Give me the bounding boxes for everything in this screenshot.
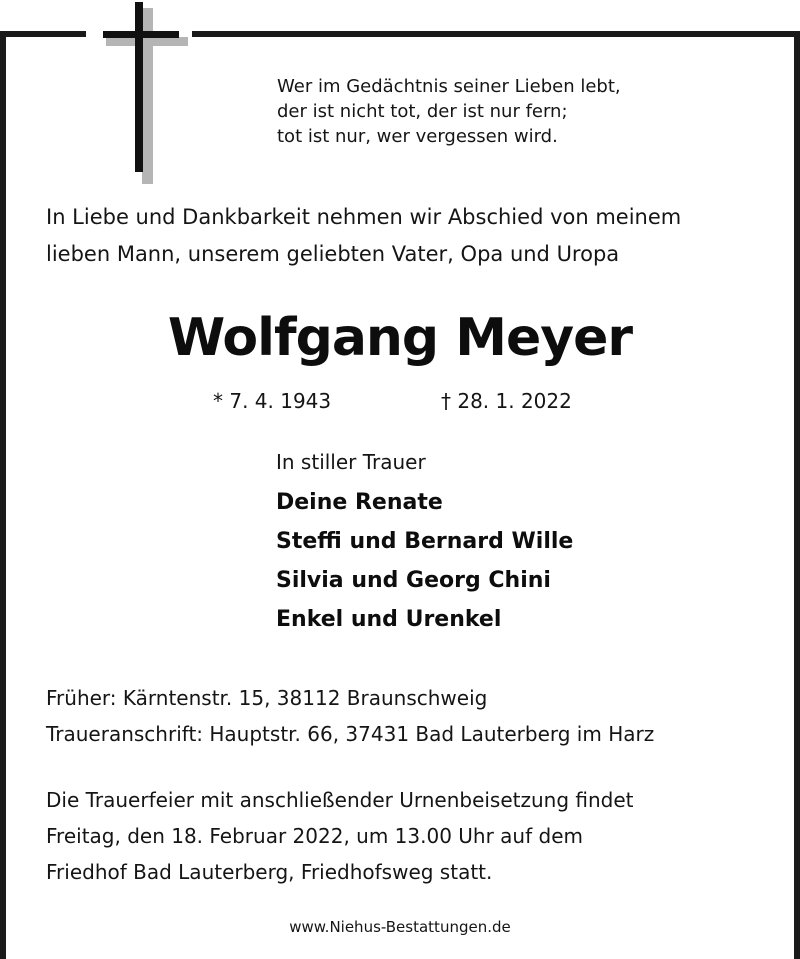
- verse-line: der ist nicht tot, der ist nur fern;: [277, 101, 568, 122]
- intro-line: In Liebe und Dankbarkeit nehmen wir Abschied von meinem: [46, 205, 682, 229]
- mourner: Enkel und Urenkel: [276, 607, 502, 632]
- death-date: † 28. 1. 2022: [441, 389, 572, 413]
- birth-date: * 7. 4. 1943: [213, 389, 332, 413]
- frame-right: [794, 31, 800, 959]
- cross-icon: [96, 0, 196, 190]
- addresses: [46, 680, 654, 752]
- mourning-label: In stiller Trauer: [276, 450, 426, 474]
- mourner: Steffi und Bernard Wille: [276, 529, 574, 554]
- former-address: Früher: Kärntenstr. 15, 38112 Braunschweig: [46, 686, 488, 710]
- mourning-address: Traueranschrift: Hauptstr. 66, 37431 Bad Lauterberg im Harz: [46, 722, 655, 746]
- mourner: Deine Renate: [276, 490, 443, 515]
- ceremony-line: Freitag, den 18. Februar 2022, um 13.00 Uhr auf dem: [46, 824, 583, 848]
- verse-line: Wer im Gedächtnis seiner Lieben lebt,: [277, 76, 621, 97]
- memorial-verse: [277, 74, 621, 149]
- ceremony-line: Die Trauerfeier mit anschließender Urnenbeisetzung findet: [46, 788, 634, 812]
- mourners-list: [276, 483, 573, 639]
- verse-line: tot ist nur, wer vergessen wird.: [277, 126, 558, 147]
- ceremony-line: Friedhof Bad Lauterberg, Friedhofsweg statt.: [46, 860, 493, 884]
- deceased-name: Wolfgang Meyer: [167, 308, 633, 368]
- frame-left: [0, 31, 6, 959]
- farewell-intro: [46, 199, 681, 273]
- ceremony-info: [46, 782, 634, 890]
- mourner: Silvia und Georg Chini: [276, 568, 551, 593]
- frame-top-right: [192, 31, 800, 37]
- funeral-home-website: www.Niehus-Bestattungen.de: [289, 918, 511, 936]
- frame-top-left: [0, 31, 86, 37]
- intro-line: lieben Mann, unserem geliebten Vater, Opa und Uropa: [46, 242, 620, 266]
